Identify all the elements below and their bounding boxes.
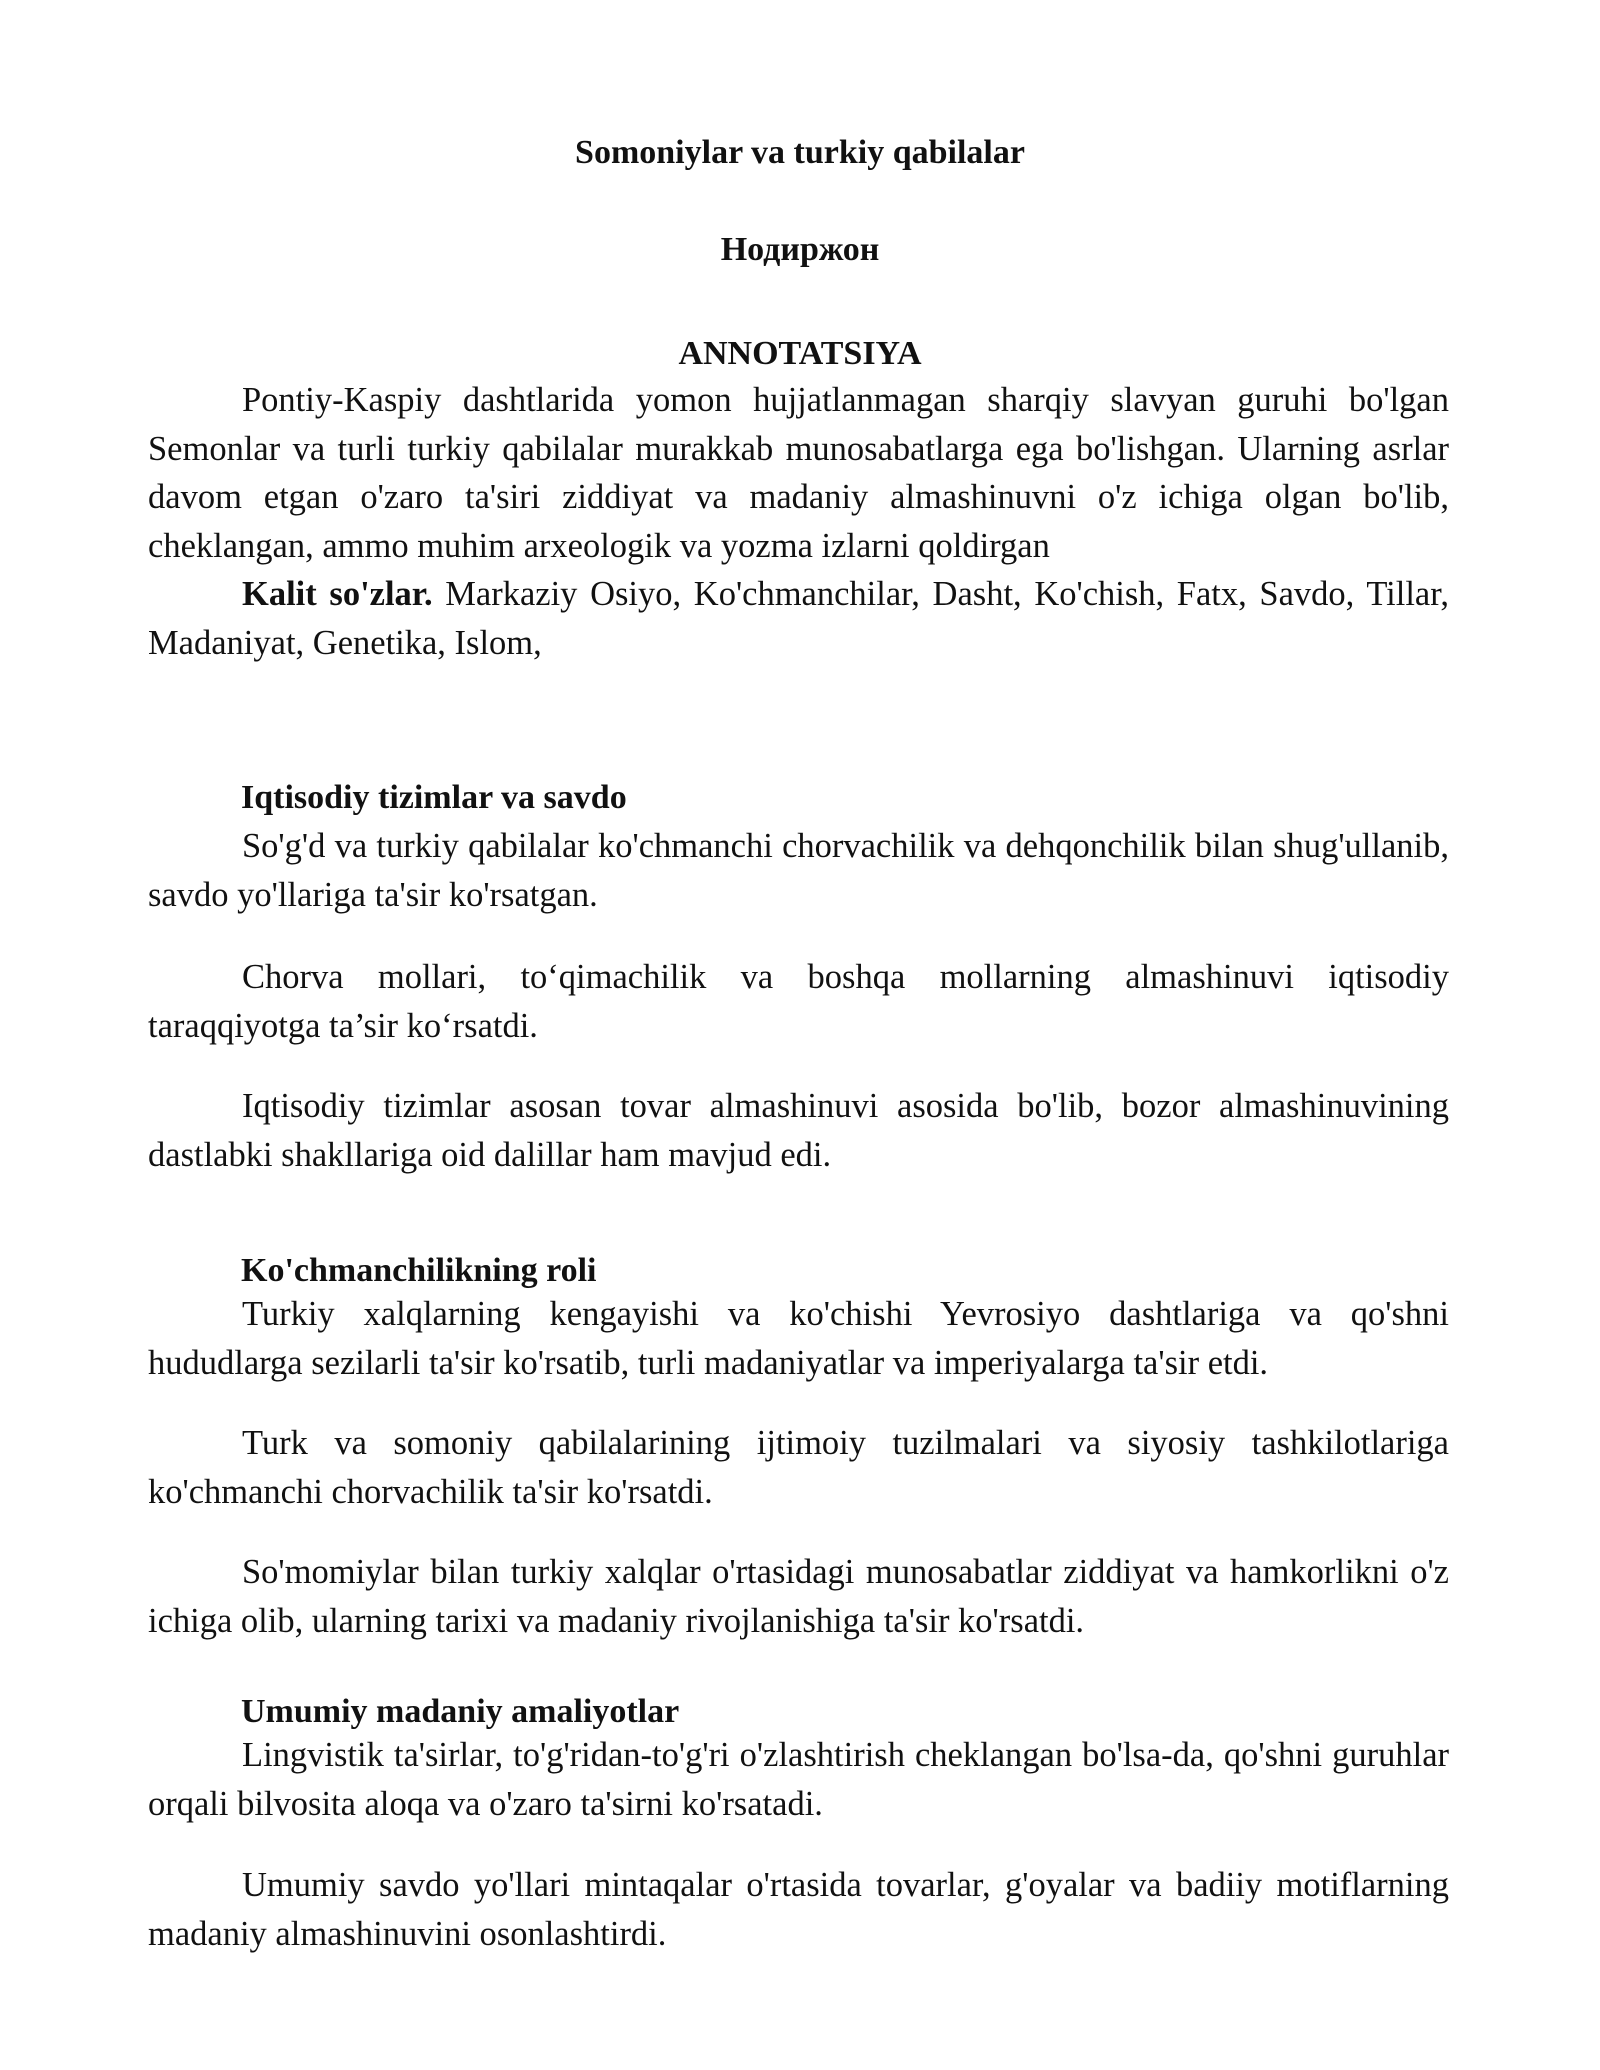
section-heading: Ko'chmanchilikning roli xyxy=(241,1252,597,1289)
section-heading: Umumiy madaniy amaliyotlar xyxy=(241,1693,680,1730)
annotation-section xyxy=(148,376,1449,570)
paragraph-text: Chorva mollari, to‘qimachilik va boshqa mollarning almashinuvi iqtisodiy taraqqiyotga ta’sir ko‘rsatdi. xyxy=(148,958,1449,1045)
keywords-section xyxy=(148,570,1449,667)
section-paragraph xyxy=(148,1419,1449,1516)
section-paragraph xyxy=(148,1861,1449,1958)
document-title: Somoniylar va turkiy qabilalar xyxy=(575,134,1025,171)
keywords-text: Markaziy Osiyo, Ko'chmanchilar, Dasht, Ko'chish, Fatx, Savdo, Tillar, Madaniyat, Genetika, Islom, xyxy=(148,575,1449,662)
paragraph-text: Iqtisodiy tizimlar asosan tovar almashinuvi asosida bo'lib, bozor almashinuvining dastlabki shakllariga oid dalillar ham mavjud edi. xyxy=(148,1087,1449,1174)
paragraph-text: Turk va somoniy qabilalarining ijtimoiy tuzilmalari va siyosiy tashkilotlariga ko'chmanchi chorvachilik ta'sir ko'rsatdi. xyxy=(148,1424,1449,1511)
section-paragraph xyxy=(148,953,1449,1050)
keywords-paragraph xyxy=(148,570,1449,667)
section-paragraph xyxy=(148,822,1449,919)
section-paragraph xyxy=(148,1082,1449,1179)
section-paragraph xyxy=(148,1290,1449,1387)
section-heading: Iqtisodiy tizimlar va savdo xyxy=(241,779,627,816)
annotation-heading: ANNOTATSIYA xyxy=(678,335,922,372)
paragraph-text: Umumiy savdo yo'llari mintaqalar o'rtasida tovarlar, g'oyalar va badiiy motiflarning madaniy almashinuvini osonlashtirdi. xyxy=(148,1866,1449,1953)
paragraph-text: Turkiy xalqlarning kengayishi va ko'chishi Yevrosiyo dashtlariga va qo'shni hududlarga sezilarli ta'sir ko'rsatib, turli madaniyatlar va imperiyalarga ta'sir etdi. xyxy=(148,1295,1449,1382)
paragraph-text: So'g'd va turkiy qabilalar ko'chmanchi chorvachilik va dehqonchilik bilan shug'ullanib, savdo yo'llariga ta'sir ko'rsatgan. xyxy=(148,827,1449,914)
paragraph-text: So'momiylar bilan turkiy xalqlar o'rtasidagi munosabatlar ziddiyat va hamkorlikni o'z ichiga olib, ularning tarixi va madaniy rivojlanishiga ta'sir ko'rsatdi. xyxy=(148,1553,1449,1640)
annotation-text: Pontiy-Kaspiy dashtlarida yomon hujjatlanmagan sharqiy slavyan guruhi bo'lgan Semonlar va turli turkiy qabilalar murakkab munosabatlarga ega bo'lishgan. Ularning asrlar davom etgan o'zaro ta'siri ziddiyat va madaniy almashinuvni o'z ichiga olgan bo'lib, cheklangan, ammo muhim arxeologik va yozma izlarni qoldirgan xyxy=(148,381,1449,565)
keywords-label: Kalit so'zlar. xyxy=(242,575,433,613)
section-paragraph xyxy=(148,1548,1449,1645)
section-paragraph xyxy=(148,1731,1449,1828)
author-name: Нодиржон xyxy=(720,231,880,268)
paragraph-text: Lingvistik ta'sirlar, to'g'ridan-to'g'ri o'zlashtirish cheklangan bo'lsa-da, qo'shni guruhlar orqali bilvosita aloqa va o'zaro ta'sirni ko'rsatadi. xyxy=(148,1736,1449,1823)
